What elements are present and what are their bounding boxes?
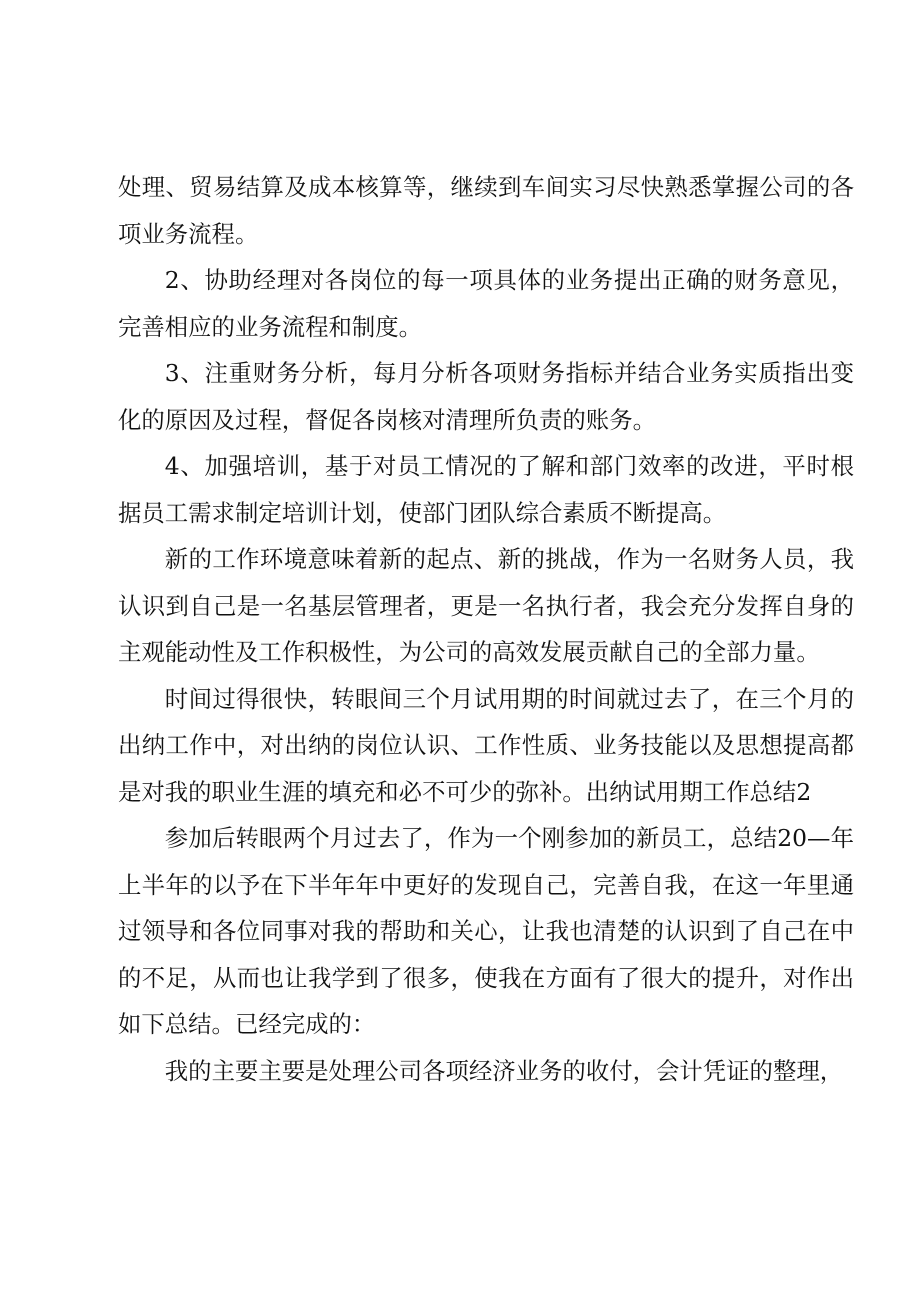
- paragraph-3: 3、注重财务分析，每月分析各项财务指标并结合业务实质指出变化的原因及过程，督促各岗核对清理所负责的账务。: [118, 359, 854, 434]
- paragraph-8: 我的主要主要是处理公司各项经济业务的收付，会计凭证的整理，: [164, 1056, 844, 1085]
- paragraph-7: 参加后转眼两个月过去了，作为一个刚参加的新员工，总结20—年上半年的以予在下半年年中更好的发现自己，完善自我，在这一年里通过领导和各位同事对我的帮助和关心，让我也清楚的认识到了自己在中的不足，从而也让我学到了很多，使我在方面有了很大的提升，对作出如下总结。已经完成的：: [118, 824, 854, 1038]
- paragraph-1: 处理、贸易结算及成本核算等，继续到车间实习尽快熟悉掌握公司的各项业务流程。: [118, 173, 854, 248]
- paragraph-2: 2、协助经理对各岗位的每一项具体的业务提出正确的财务意见，完善相应的业务流程和制度。: [118, 266, 854, 341]
- document-body: [118, 164, 854, 1094]
- paragraph-4: 4、加强培训，基于对员工情况的了解和部门效率的改进，平时根据员工需求制定培训计划，使部门团队综合素质不断提高。: [118, 452, 854, 527]
- paragraph-6: 时间过得很快，转眼间三个月试用期的时间就过去了，在三个月的出纳工作中，对出纳的岗位认识、工作性质、业务技能以及思想提高都是对我的职业生涯的填充和必不可少的弥补。出纳试用期工作总结2: [118, 684, 854, 806]
- paragraph-5: 新的工作环境意味着新的起点、新的挑战，作为一名财务人员，我认识到自己是一名基层管理者，更是一名执行者，我会充分发挥自身的主观能动性及工作积极性，为公司的高效发展贡献自己的全部力量。: [118, 545, 854, 666]
